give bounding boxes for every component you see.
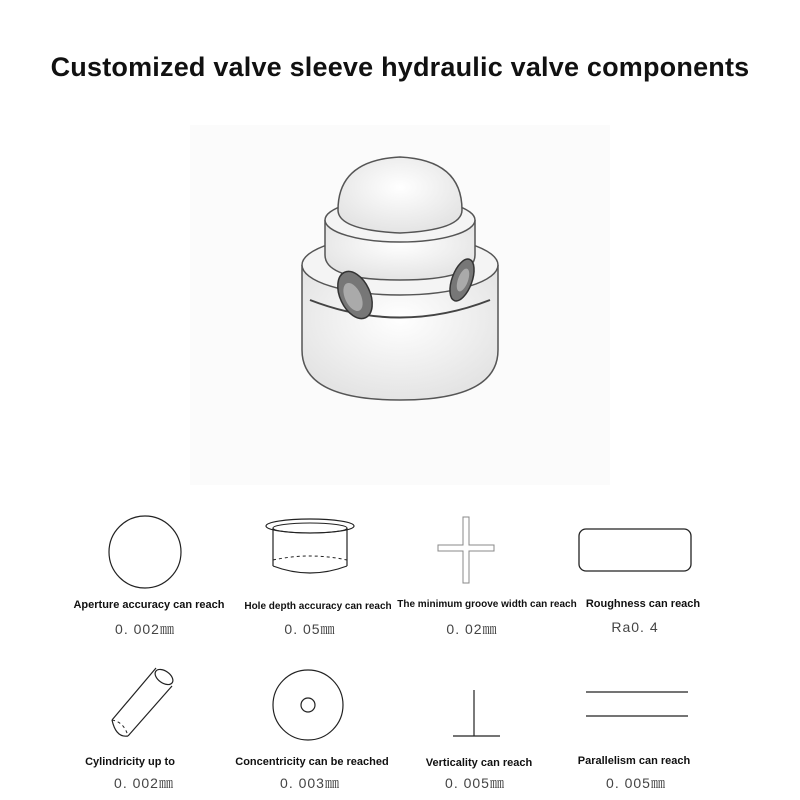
spec-label-hole-depth: Hole depth accuracy can reach xyxy=(244,601,392,612)
cross-icon xyxy=(436,515,496,585)
parallel-lines-icon xyxy=(584,685,690,721)
concentric-circles-icon xyxy=(270,667,346,743)
page-title: Customized valve sleeve hydraulic valve components xyxy=(50,52,750,82)
rounded-rectangle-icon xyxy=(577,527,695,575)
valve-sleeve-image xyxy=(190,125,610,485)
spec-label-groove-width: The minimum groove width can reach xyxy=(397,599,577,610)
cylinder-icon xyxy=(108,664,178,740)
spec-value-parallelism: 0. 005㎜ xyxy=(606,775,666,791)
spec-value-aperture: 0. 002㎜ xyxy=(115,621,175,637)
spec-value-cylindricity: 0. 002㎜ xyxy=(114,775,174,791)
spec-label-parallelism: Parallelism can reach xyxy=(577,755,691,767)
spec-label-concentricity: Concentricity can be reached xyxy=(235,756,389,768)
spec-label-roughness: Roughness can reach xyxy=(585,598,701,610)
spec-value-hole-depth: 0. 05㎜ xyxy=(284,621,336,637)
spec-label-aperture: Aperture accuracy can reach xyxy=(73,599,225,611)
spec-value-groove-width: 0. 02㎜ xyxy=(446,621,498,637)
circle-icon xyxy=(105,512,185,592)
spec-label-verticality: Verticality can reach xyxy=(425,757,533,769)
spec-value-concentricity: 0. 003㎜ xyxy=(280,775,340,791)
perpendicular-icon xyxy=(452,688,502,742)
spec-value-verticality: 0. 005㎜ xyxy=(445,775,505,791)
spec-value-roughness: Ra0. 4 xyxy=(611,619,659,635)
cup-icon xyxy=(260,514,360,584)
spec-label-cylindricity: Cylindricity up to xyxy=(85,756,175,768)
